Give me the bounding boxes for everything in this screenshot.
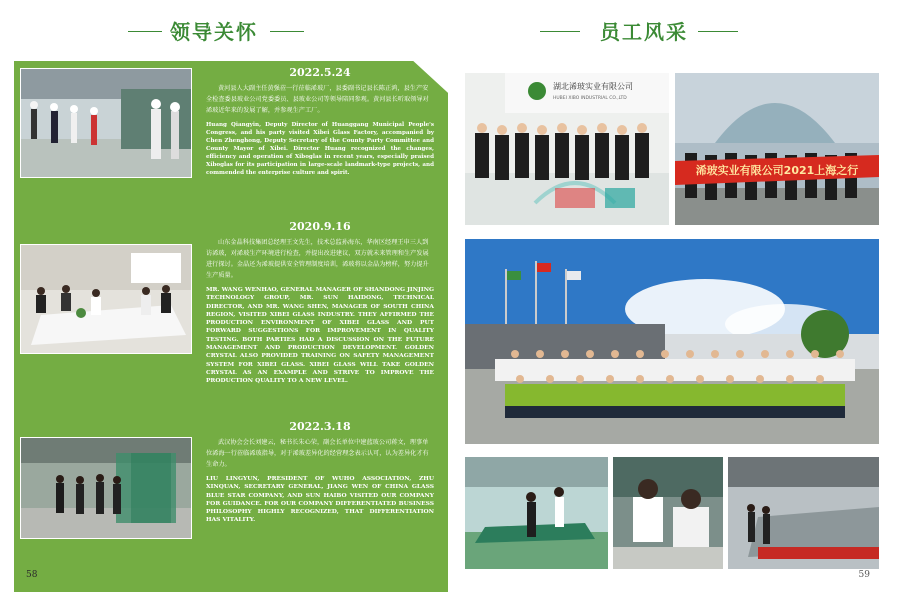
photo-staff-at-table	[612, 456, 724, 570]
photo-shanghai-trip	[674, 72, 880, 226]
photo-meeting-room	[20, 244, 192, 354]
photo-factory-visit	[20, 68, 192, 178]
entry-date: 2022.3.18	[289, 420, 351, 433]
title-rule-right-a	[540, 31, 580, 32]
page-number-left: 58	[26, 570, 38, 580]
section-title-leadership: 领导关怀	[170, 20, 258, 44]
photo-exhibition-booth	[464, 72, 670, 226]
banner-text: 浠玻实业有限公司2021上海之行	[695, 164, 859, 177]
photo-staff-group	[464, 238, 880, 445]
page-number-right: 59	[858, 570, 870, 580]
entry-text-cn: 武汉协会会长刘建云，秘书长朱心荣，副会长单位中建蓝玻公司蒋文，理事单位浠海一行莅临浠玻指导，对于浠玻差异化的经营理念表示认可，认为差异化才有生命力。	[206, 439, 429, 468]
booth-sign-text-en: HUBEI XIBO INDUSTRIAL CO.,LTD	[553, 96, 627, 101]
entry-2020-09-16	[206, 220, 434, 386]
section-title-staff: 员工风采	[600, 20, 688, 44]
entry-date: 2020.9.16	[289, 220, 351, 233]
entry-date: 2022.5.24	[289, 66, 351, 79]
entry-2022-03-18	[206, 420, 434, 525]
entry-text-cn: 山东金晶科技集团总经理王文先生，技术总监孙海东，华南区经理王申三人到访浠玻，对浠玻生产环境进行检查，并提出改进建议，双方就未来管理和生产发展进行探讨。金晶还为浠玻提供安全管理制度培训，浠玻将以金晶为榜样，努力提升生产质量。	[206, 239, 429, 279]
photo-table-tennis	[464, 456, 609, 570]
right-page	[450, 0, 900, 600]
booth-sign-text: 湖北浠玻实业有限公司	[553, 82, 633, 91]
entry-text-en: LIU LINGYUN, PRESIDENT OF WUHO ASSOCIATION, ZHU XINQUAN, SECRETARY GENERAL, JIANG WEN OF CHINA GLASS BLUE STAR COMPANY, AND SUN HAIBO VISITED OUR COMPANY FOR GUIDANCE. FOR OUR COMPANY DIFFERENTIATED BUSINESS PHILOSOPHY HIGHLY RECOGNIZED, THAT DIFFERENTIATION HAS VITALITY.	[206, 475, 434, 524]
entry-text-cn: 黄河县人大副主任黄强莅一行莅临浠玻厂，县委副书记县长陈正鸿，县生产安全检查委县玻业公司党委委员、县玻业公司等领导陪同参观。黄河县长听取领导对浠玻近年来的发展了解，并参观生产工厂。	[206, 85, 429, 114]
title-rule-left-b	[270, 31, 304, 32]
title-rule-left-a	[128, 31, 162, 32]
photo-production-line	[727, 456, 880, 570]
entry-text-en: Huang Qiangyin, Deputy Director of Huanggang Municipal People's Congress, and his party visited Xibei Glass Factory, accompanied by Chen Zhenghong, Deputy Secretary of the County Party Committee and County Mayor of Xibei. Director Huang recognized the changes, efficiency and operation of Xiboglas in recent years, especially praised Xiboglas for its participation in large-scale landmark-type projects, and commended the enterprise culture and spirit.	[206, 122, 434, 176]
photo-warehouse-visit	[20, 437, 192, 539]
title-rule-right-b	[698, 31, 738, 32]
entry-text-en: MR. WANG WENHAO, GENERAL MANAGER OF SHANDONG JINJING TECHNOLOGY GROUP, MR. SUN HAIDONG, TECHNICAL DIRECTOR, AND MR. WANG SHEN, MANAGER OF SOUTH CHINA REGION, VISITED XIBEI GLASS INDUSTRY. THEY AFFIRMED THE PRODUCTION ENVIRONMENT OF XIBEI GLASS AND PUT FORWARD SUGGESTIONS FOR IMPROVEMENT IN QUALITY TESTING. BOTH PARTIES HAD A DISCUSSION ON THE FUTURE MANAGEMENT AND PRODUCTION DEVELOPMENT. GOLDEN CRYSTAL ALSO PROVIDED TRAINING ON SAFETY MANAGEMENT SYSTEM FOR XIBEI GLASS. XIBEI GLASS WILL TAKE GOLDEN CRYSTAL AS AN EXAMPLE AND STRIVE TO IMPROVE THE PRODUCTION QUALITY TO A NEW LEVEL.	[206, 286, 434, 385]
entry-2022-05-24	[206, 66, 434, 177]
